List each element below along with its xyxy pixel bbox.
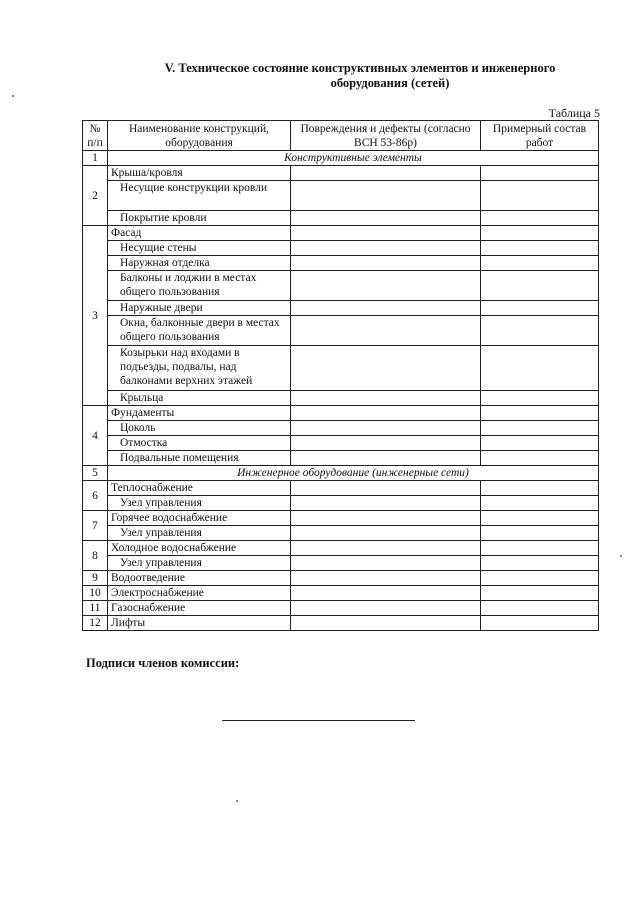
table-row — [83, 436, 599, 451]
row-number: 12 — [83, 616, 108, 631]
defects-cell[interactable] — [291, 526, 481, 541]
table-row — [83, 346, 599, 391]
table-row — [83, 391, 599, 406]
defects-cell[interactable] — [291, 181, 481, 211]
item-name: Цоколь — [108, 421, 291, 436]
defects-cell[interactable] — [291, 556, 481, 571]
header-name: Наименование конструкций, оборудования — [108, 121, 291, 151]
row-number: 8 — [83, 541, 108, 571]
table-row — [83, 271, 599, 301]
defects-cell[interactable] — [291, 541, 481, 556]
works-cell[interactable] — [481, 316, 599, 346]
row-number: 9 — [83, 571, 108, 586]
defects-cell[interactable] — [291, 391, 481, 406]
signatures-label: Подписи членов комиссии: — [86, 656, 240, 670]
works-cell[interactable] — [481, 166, 599, 181]
works-cell[interactable] — [481, 436, 599, 451]
item-name: Крыша/кровля — [108, 166, 291, 181]
scan-speck — [12, 95, 14, 97]
item-name: Лифты — [108, 616, 291, 631]
works-cell[interactable] — [481, 481, 599, 496]
scan-speck — [236, 800, 238, 802]
defects-cell[interactable] — [291, 436, 481, 451]
item-name: Несущие стены — [108, 241, 291, 256]
defects-cell[interactable] — [291, 256, 481, 271]
item-name: Окна, балконные двери в местах общего пользования — [108, 316, 291, 346]
defects-cell[interactable] — [291, 226, 481, 241]
section-row — [83, 151, 599, 166]
table-row — [83, 541, 599, 556]
works-cell[interactable] — [481, 526, 599, 541]
works-cell[interactable] — [481, 241, 599, 256]
works-cell[interactable] — [481, 301, 599, 316]
item-name: Холодное водоснабжение — [108, 541, 291, 556]
defects-cell[interactable] — [291, 601, 481, 616]
table-row — [83, 406, 599, 421]
row-number: 2 — [83, 166, 108, 226]
table-row — [83, 421, 599, 436]
signature-line[interactable] — [222, 720, 415, 721]
table-row — [83, 556, 599, 571]
header-defects: Повреждения и дефекты (согласно ВСН 53-86р) — [291, 121, 481, 151]
row-number: 5 — [83, 466, 108, 481]
table-row — [83, 256, 599, 271]
table-caption: Таблица 5 — [548, 106, 600, 120]
works-cell[interactable] — [481, 601, 599, 616]
item-name: Подвальные помещения — [108, 451, 291, 466]
table-row — [83, 301, 599, 316]
item-name: Козырьки над входами в подъезды, подвалы, над балконами верхних этажей — [108, 346, 291, 391]
works-cell[interactable] — [481, 406, 599, 421]
defects-cell[interactable] — [291, 346, 481, 391]
item-name: Электроснабжение — [108, 586, 291, 601]
section-row — [83, 466, 599, 481]
row-number: 1 — [83, 151, 108, 166]
row-number: 3 — [83, 226, 108, 406]
defects-cell[interactable] — [291, 301, 481, 316]
item-name: Узел управления — [108, 496, 291, 511]
scan-speck — [620, 555, 622, 557]
item-name: Крыльца — [108, 391, 291, 406]
defects-cell[interactable] — [291, 166, 481, 181]
title-line-2: оборудования (сетей) — [330, 76, 450, 90]
works-cell[interactable] — [481, 451, 599, 466]
row-number: 11 — [83, 601, 108, 616]
header-num: № п/п — [83, 121, 108, 151]
table-row — [83, 526, 599, 541]
row-number: 6 — [83, 481, 108, 511]
section-label: Конструктивные элементы — [108, 151, 599, 166]
defects-cell[interactable] — [291, 571, 481, 586]
table-row — [83, 241, 599, 256]
defects-cell[interactable] — [291, 421, 481, 436]
defects-cell[interactable] — [291, 211, 481, 226]
item-name: Балконы и лоджии в местах общего пользования — [108, 271, 291, 301]
item-name: Водоотведение — [108, 571, 291, 586]
item-name: Фасад — [108, 226, 291, 241]
defects-cell[interactable] — [291, 496, 481, 511]
works-cell[interactable] — [481, 511, 599, 526]
works-cell[interactable] — [481, 556, 599, 571]
works-cell[interactable] — [481, 571, 599, 586]
item-name: Горячее водоснабжение — [108, 511, 291, 526]
table-row — [83, 586, 599, 601]
section-label: Инженерное оборудование (инженерные сети) — [108, 466, 599, 481]
table-row — [83, 211, 599, 226]
item-name: Отмостка — [108, 436, 291, 451]
table-row — [83, 481, 599, 496]
header-row — [83, 121, 599, 151]
item-name: Теплоснабжение — [108, 481, 291, 496]
item-name: Наружная отделка — [108, 256, 291, 271]
works-cell[interactable] — [481, 256, 599, 271]
table-row — [83, 226, 599, 241]
row-number: 7 — [83, 511, 108, 541]
works-cell[interactable] — [481, 181, 599, 211]
table-row — [83, 511, 599, 526]
table-row — [83, 451, 599, 466]
defects-cell[interactable] — [291, 616, 481, 631]
defects-cell[interactable] — [291, 271, 481, 301]
works-cell[interactable] — [481, 586, 599, 601]
works-cell[interactable] — [481, 211, 599, 226]
defects-cell[interactable] — [291, 451, 481, 466]
works-cell[interactable] — [481, 421, 599, 436]
works-cell[interactable] — [481, 616, 599, 631]
header-works: Примерный состав работ — [481, 121, 599, 151]
table-row — [83, 496, 599, 511]
item-name: Несущие конструкции кровли — [108, 181, 291, 211]
table-row — [83, 601, 599, 616]
item-name: Узел управления — [108, 526, 291, 541]
row-number: 4 — [83, 406, 108, 466]
item-name: Покрытие кровли — [108, 211, 291, 226]
works-cell[interactable] — [481, 271, 599, 301]
item-name: Наружные двери — [108, 301, 291, 316]
item-name: Узел управления — [108, 556, 291, 571]
works-cell[interactable] — [481, 541, 599, 556]
row-number: 10 — [83, 586, 108, 601]
works-cell[interactable] — [481, 391, 599, 406]
item-name: Газоснабжение — [108, 601, 291, 616]
works-cell[interactable] — [481, 496, 599, 511]
table-row — [83, 616, 599, 631]
defects-cell[interactable] — [291, 481, 481, 496]
section-title — [80, 61, 640, 91]
defects-cell[interactable] — [291, 316, 481, 346]
works-cell[interactable] — [481, 346, 599, 391]
works-cell[interactable] — [481, 226, 599, 241]
condition-table — [82, 120, 599, 631]
table-row — [83, 571, 599, 586]
table-row — [83, 181, 599, 211]
defects-cell[interactable] — [291, 241, 481, 256]
defects-cell[interactable] — [291, 586, 481, 601]
table-row — [83, 316, 599, 346]
defects-cell[interactable] — [291, 511, 481, 526]
title-line-1: V. Техническое состояние конструктивных элементов и инженерного — [164, 61, 556, 75]
item-name: Фундаменты — [108, 406, 291, 421]
defects-cell[interactable] — [291, 406, 481, 421]
table-row — [83, 166, 599, 181]
